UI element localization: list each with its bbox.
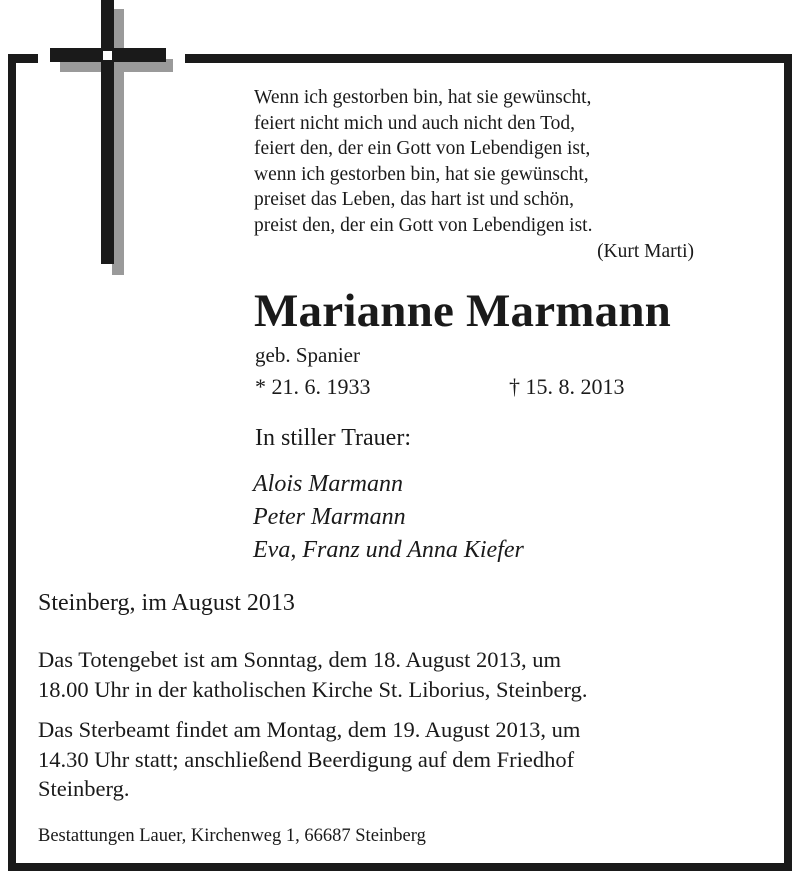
poem-line: preiset das Leben, das hart ist und schön, [254, 189, 575, 211]
poem-line: feiert den, der ein Gott von Lebendigen ist, [254, 138, 591, 160]
poem [254, 85, 694, 264]
cross-center-highlight [103, 51, 112, 60]
frame-border-top-right [185, 54, 792, 63]
maiden-name: geb. Spanier [255, 343, 360, 367]
poem-line: preist den, der ein Gott von Lebendigen ist. [254, 214, 593, 236]
prayer-notice [38, 645, 778, 704]
funeral-notice [38, 715, 778, 804]
poem-author: (Kurt Marti) [597, 240, 694, 262]
mourner-name: Peter Marmann [253, 504, 406, 530]
deceased-name: Marianne Marmann [254, 285, 672, 337]
notice-line: 18.00 Uhr in der katholischen Kirche St. Liborius, Steinberg. [38, 676, 588, 702]
mourner-name: Alois Marmann [253, 471, 403, 497]
cross-icon [0, 0, 200, 290]
frame-border-right [784, 54, 792, 871]
place-date: Steinberg, im August 2013 [38, 590, 295, 616]
death-date: † 15. 8. 2013 [509, 374, 625, 399]
poem-line: wenn ich gestorben bin, hat sie gewünscht, [254, 163, 589, 185]
notice-line: 14.30 Uhr statt; anschließend Beerdigung auf dem Friedhof [38, 746, 575, 772]
mourner-list [253, 468, 524, 567]
mourner-name: Eva, Franz und Anna Kiefer [253, 537, 524, 563]
undertaker-info: Bestattungen Lauer, Kirchenweg 1, 66687 Steinberg [38, 826, 426, 846]
mourning-heading: In stiller Trauer: [255, 425, 411, 451]
notice-line: Steinberg. [38, 776, 130, 801]
frame-border-bottom [8, 863, 792, 871]
notice-line: Das Totengebet ist am Sonntag, dem 18. August 2013, um [38, 647, 561, 672]
poem-line: Wenn ich gestorben bin, hat sie gewünscht, [254, 87, 592, 108]
birth-date: * 21. 6. 1933 [255, 374, 371, 399]
cross-beam-vertical [101, 0, 114, 264]
notice-line: Das Sterbeamt findet am Montag, dem 19. August 2013, um [38, 717, 581, 742]
poem-line: feiert nicht mich und auch nicht den Tod, [254, 112, 576, 134]
